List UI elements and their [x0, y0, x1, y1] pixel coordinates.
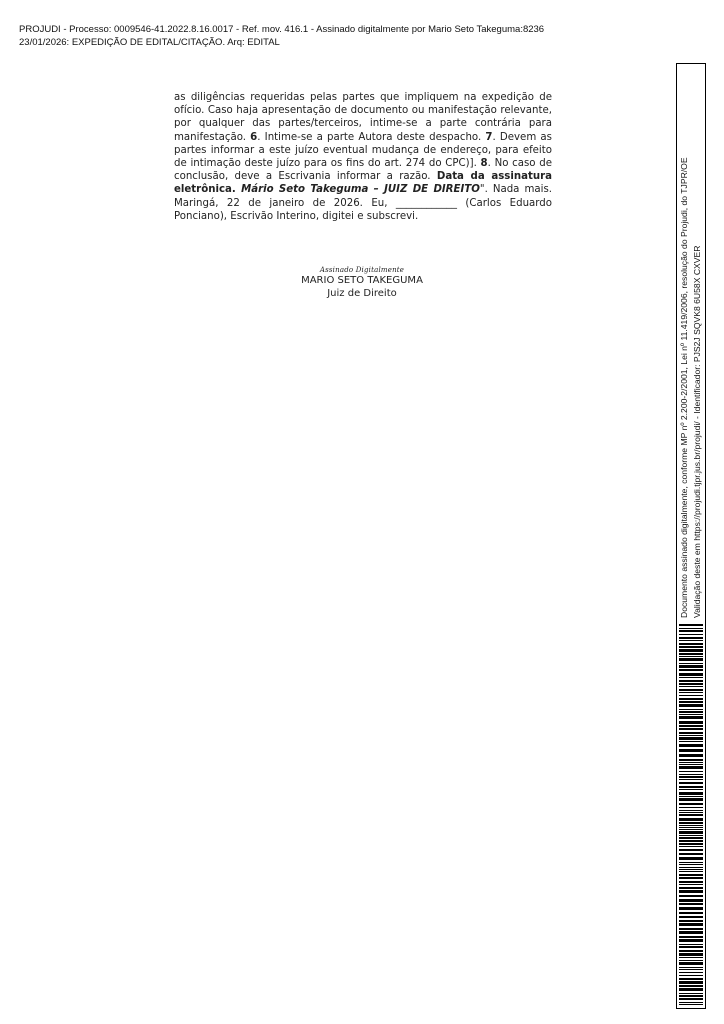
barcode-bar — [679, 985, 703, 987]
barcode-bar — [679, 792, 703, 795]
barcode-bar — [679, 988, 703, 991]
barcode-bar — [679, 978, 703, 980]
barcode-bar — [679, 810, 703, 811]
barcode-bar — [679, 981, 703, 984]
signer-role: Juiz de Direito — [327, 287, 397, 299]
validation-barcode — [679, 624, 703, 1005]
barcode-bar — [679, 807, 703, 808]
barcode-bar — [679, 771, 703, 772]
barcode-bar — [679, 969, 703, 970]
barcode-bar — [679, 853, 703, 855]
barcode-bar — [679, 732, 703, 734]
barcode-bar — [679, 995, 703, 997]
barcode-bar — [679, 798, 703, 801]
barcode-bar — [679, 786, 703, 788]
barcode-bar — [679, 716, 703, 719]
item-number-7: 7 — [485, 131, 493, 143]
barcode-bar — [679, 673, 703, 676]
barcode-bar — [679, 831, 703, 834]
barcode-bar — [679, 843, 703, 845]
header-line-process: PROJUDI - Processo: 0009546-41.2022.8.16.0017 - Ref. mov. 416.1 - Assinado digitalmente por Mario Seto Takeguma:8236 — [19, 24, 545, 35]
signature-block — [262, 266, 462, 300]
barcode-bar — [679, 658, 703, 661]
barcode-bar — [679, 967, 703, 968]
barcode-bar — [679, 630, 703, 632]
barcode-bar — [679, 744, 703, 747]
barcode-bar — [679, 950, 703, 952]
barcode-bar — [679, 899, 703, 902]
barcode-bar — [679, 907, 703, 910]
barcode-bar — [679, 764, 703, 765]
barcode-bar — [679, 701, 703, 703]
validation-line-identifier: Validação deste em https://projudi.tjpr.jus.br/projudi/ - Identificador: PJS2J SQVK8 6U58X CXVER — [691, 245, 702, 618]
barcode-bar — [679, 960, 703, 961]
barcode-bar — [679, 677, 703, 678]
barcode-bar — [679, 928, 703, 930]
barcode-bar — [679, 962, 703, 965]
barcode-bar — [679, 711, 703, 713]
barcode-bar — [679, 749, 703, 752]
barcode-bar — [679, 862, 703, 863]
barcode-bar — [679, 998, 703, 1000]
barcode-bar — [679, 944, 703, 945]
barcode-bar — [679, 704, 703, 707]
barcode-bar — [679, 721, 703, 724]
text-segment: ". Nada mais. Maringá, 22 de janeiro de 2026. Eu, ____________ (Carlos Eduardo Ponciano), Escrivão Interino, digitei e subscrevi. — [174, 184, 552, 222]
paragraph-text — [174, 91, 552, 223]
barcode-bar — [679, 972, 703, 973]
barcode-bar — [679, 829, 703, 830]
barcode-bar — [679, 725, 703, 727]
barcode-bar — [679, 782, 703, 784]
text-segment: . No caso de conclusão, deve a Escrivania informar a razão. — [174, 158, 552, 183]
barcode-bar — [679, 646, 703, 648]
barcode-bar — [679, 993, 703, 994]
barcode-bar — [679, 735, 703, 736]
barcode-bar — [679, 779, 703, 780]
barcode-bar — [679, 637, 703, 639]
barcode-bar — [679, 643, 703, 645]
body-paragraph — [174, 91, 552, 223]
barcode-bar — [679, 923, 703, 926]
barcode-bar — [679, 867, 703, 868]
barcode-bar — [679, 803, 703, 805]
validation-line-legal: Documento assinado digitalmente, conforme MP nº 2.200-2/2001, Lei nº 11.419/2006, resolução do Projudi, do TJPR/OE — [679, 157, 689, 618]
barcode-bar — [679, 714, 703, 715]
barcode-bar — [679, 774, 703, 775]
barcode-bar — [679, 812, 703, 813]
barcode-bar — [679, 665, 703, 668]
barcode-bar — [679, 754, 703, 757]
barcode-bar — [679, 903, 703, 905]
header-line-expedition: 23/01/2026: EXPEDIÇÃO DE EDITAL/CITAÇÃO. Arq: EDITAL — [19, 36, 280, 48]
barcode-bar — [679, 689, 703, 691]
signer-name: MARIO SETO TAKEGUMA — [301, 275, 423, 286]
judge-name-inline: Mário Seto Takeguma – JUIZ DE DIREITO — [235, 184, 480, 196]
barcode-bar — [679, 683, 703, 685]
barcode-bar — [679, 669, 703, 671]
barcode-bar — [679, 916, 703, 918]
barcode-bar — [679, 628, 703, 629]
barcode-bar — [679, 728, 703, 730]
barcode-bar — [679, 849, 703, 851]
item-number-8: 8 — [480, 158, 488, 170]
barcode-bar — [679, 931, 703, 934]
barcode-bar — [679, 692, 703, 693]
document-header — [19, 24, 544, 49]
barcode-bar — [679, 686, 703, 687]
barcode-bar — [679, 1004, 703, 1005]
barcode-bar — [679, 796, 703, 797]
barcode-bar — [679, 698, 703, 700]
barcode-bar — [679, 957, 703, 958]
item-number-6: 6 — [250, 131, 258, 143]
barcode-bar — [679, 766, 703, 769]
barcode-bar — [679, 818, 703, 821]
text-segment: . Intime-se a parte Autora deste despacho. — [257, 131, 486, 143]
barcode-bar — [679, 656, 703, 657]
barcode-bar — [679, 814, 703, 816]
barcode-bar — [679, 663, 703, 664]
barcode-bar — [679, 737, 703, 740]
barcode-bar — [679, 835, 703, 836]
barcode-bar — [679, 864, 703, 865]
barcode-bar — [679, 939, 703, 942]
barcode-bar — [679, 789, 703, 790]
barcode-bar — [679, 759, 703, 761]
barcode-bar — [679, 822, 703, 824]
barcode-bar — [679, 709, 703, 710]
barcode-bar — [679, 881, 703, 883]
barcode-bar — [679, 634, 703, 635]
barcode-bar — [679, 887, 703, 889]
barcode-bar — [679, 776, 703, 778]
barcode-bar — [679, 871, 703, 872]
barcode-bar — [679, 920, 703, 922]
barcode-bar — [679, 695, 703, 696]
barcode-bar — [679, 857, 703, 860]
barcode-bar — [679, 890, 703, 893]
barcode-bar — [679, 640, 703, 641]
barcode-bar — [679, 874, 703, 876]
barcode-bar — [679, 837, 703, 839]
barcode-bar — [679, 1002, 703, 1003]
barcode-bar — [679, 936, 703, 938]
barcode-bar — [679, 762, 703, 763]
barcode-bar — [679, 741, 703, 742]
barcode-bar — [679, 827, 703, 828]
barcode-bar — [679, 846, 703, 847]
barcode-bar — [679, 877, 703, 879]
barcode-bar — [679, 912, 703, 914]
digital-signature-stamp: Assinado Digitalmente — [319, 266, 405, 274]
barcode-bar — [679, 649, 703, 652]
barcode-bar — [679, 884, 703, 885]
barcode-bar — [679, 840, 703, 842]
signature-date-label: Data da assinatura eletrônica. — [174, 171, 552, 196]
barcode-bar — [679, 653, 703, 655]
text-segment: as diligências requeridas pelas partes que impliquem na expedição de ofício. Caso haja apresentação de documento ou manifestação relevante, por qualquer das partes/terceiros, intime-se a parte contrária para manifestação. — [174, 92, 552, 143]
barcode-bar — [679, 953, 703, 956]
barcode-bar — [679, 975, 703, 976]
barcode-bar — [679, 825, 703, 826]
barcode-bar — [679, 869, 703, 870]
text-segment: . Devem as partes informar a este juízo eventual mudança de endereço, para efeito de intimação deste juízo para os fins do art. 274 do CPC)]. — [174, 131, 552, 170]
validation-text — [678, 66, 703, 618]
barcode-bar — [679, 946, 703, 948]
barcode-bar — [679, 624, 703, 626]
barcode-bar — [679, 680, 703, 682]
barcode-bar — [679, 895, 703, 897]
